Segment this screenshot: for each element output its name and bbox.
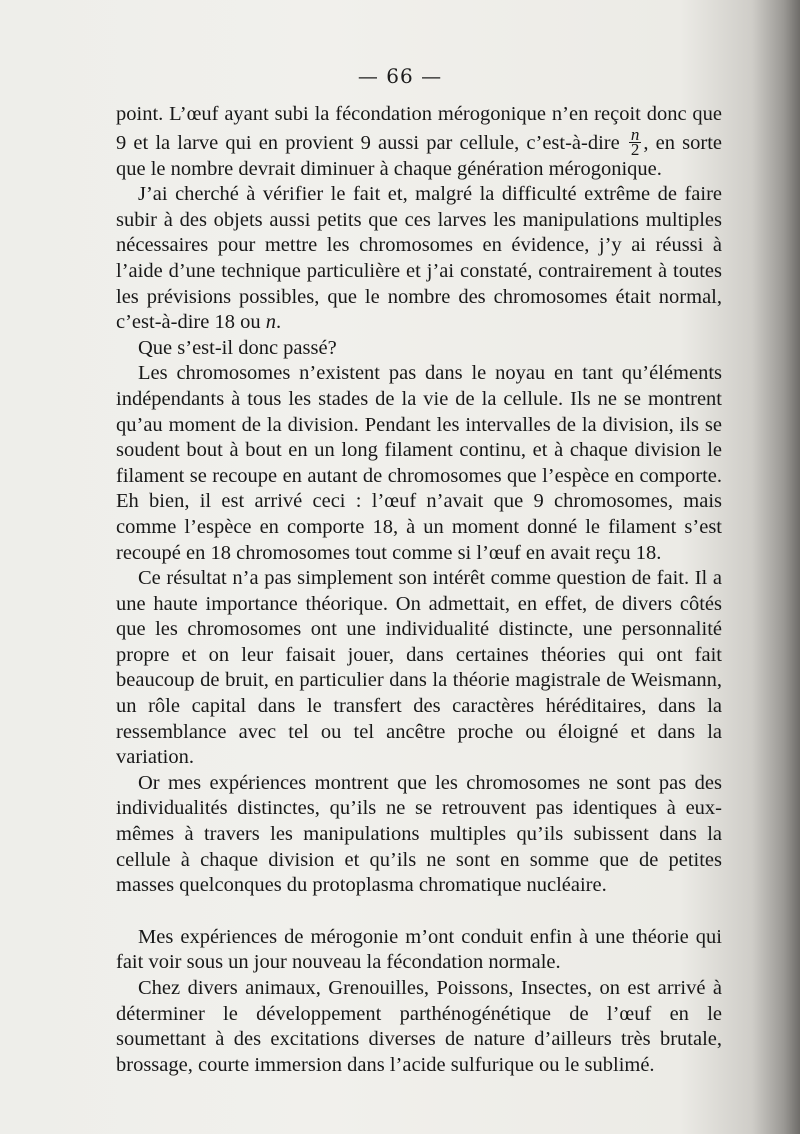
paragraph: Or mes expériences montrent que les chromosomes ne sont pas des individualités distinctes, qu’ils ne se retrouvent pas identiques à eux-mêmes à travers les manipulations multiples qu’ils subissent dans la cellule à chaque division et qu’ils ne sont en somme que de petites masses quelconques du protoplasma chromatique nucléaire. [116, 771, 722, 897]
paragraph: Chez divers animaux, Grenouilles, Poissons, Insectes, on est arrivé à déterminer le développement parthénogénétique de l’œuf en le soumettant à des excitations diverses de nature d’ailleurs très brutale, brossage, courte immersion dans l’acide sulfurique ou le sublimé. [116, 977, 722, 1076]
paragraph: point. L’œuf ayant subi la fécondation mérogonique n’en reçoit donc que 9 et la larve qui en provient 9 aussi par cellule, c’est-à-dire $\frac{n}{2}$ , en sorte que le nombre devrait diminuer à chaque génération mérogonique. [116, 103, 722, 180]
paragraph: J’ai cherché à vérifier le fait et, malgré la difficulté extrême de faire subir à des objets aussi petits que ces larves les manipulations multiples nécessaires pour mettre les chromosomes en évidence, j’y ai réussi à l’aide d’une technique particulière et j’ai constaté, contrairement à toutes les prévisions possibles, que le nombre des chromosomes était normal, c’est-à-dire 18 ou n. [116, 183, 722, 334]
body-text [116, 102, 722, 1078]
paragraph: Les chromosomes n’existent pas dans le noyau en tant qu’éléments indépendants à tous les stades de la vie de la cellule. Ils ne se montrent qu’au moment de la division. Pendant les intervalles de la division, ils se soudent bout à bout en un long filament continu, et à chaque division le filament se recoupe en autant de chromosomes que l’espèce en comporte. Eh bien, il est arrivé ceci : l’œuf n’avait que 9 chromosomes, mais comme l’espèce en comporte 18, à un moment donné le filament s’est recoupé en 18 chromosomes tout comme si l’œuf en avait reçu 18. [116, 362, 722, 564]
page-number: — 66 — [357, 64, 443, 88]
fraction-n-over-2: $\frac{n}{2}$ [630, 124, 640, 159]
section-gap [116, 899, 722, 925]
paragraph: Mes expériences de mérogonie m’ont conduit enfin à une théorie qui fait voir sous un jour nouveau la fécondation normale. [116, 925, 722, 974]
paragraph: Ce résultat n’a pas simplement son intérêt comme question de fait. Il a une haute importance théorique. On admettait, en effet, de divers côtés que les chromosomes ont une individualité distincte, une personnalité propre et on leur faisait jouer, dans certaines théories qui ont fait beaucoup de bruit, en particulier dans la théorie magistrale de Weismann, un rôle capital dans le transfert des caractères héréditaires, dans la ressemblance avec tel ou tel ancêtre proche ou éloigné et dans la variation. [116, 567, 722, 769]
paragraph: Que s’est-il donc passé? [138, 336, 337, 359]
